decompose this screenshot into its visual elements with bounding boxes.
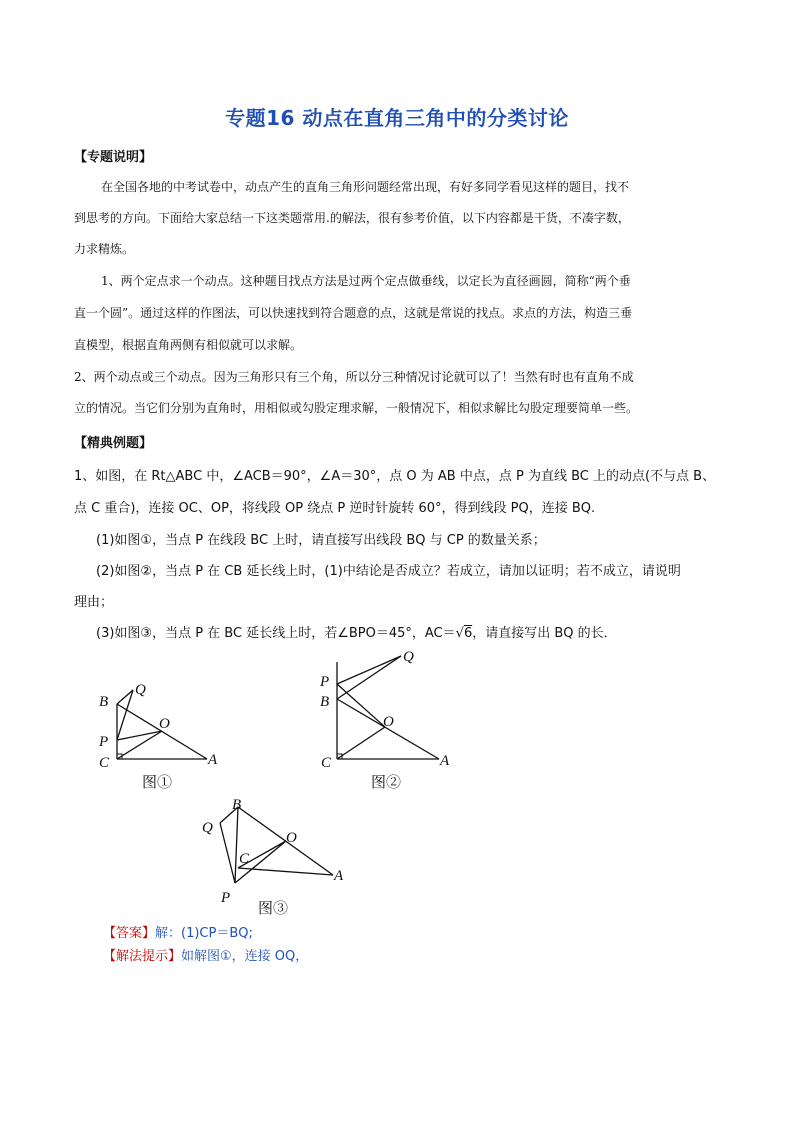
label-b: B (232, 797, 242, 813)
question-part-2: (2)如图②，当点 P 在 CB 延长线上时，(1)中结论是否成立？若成立，请加以证明；若不成立，请说明 (96, 564, 681, 579)
label-p: P (99, 734, 109, 750)
answer-label: 【答案】 (103, 926, 156, 941)
section-heading-explanation: 【专题说明】 (74, 150, 153, 165)
paragraph-line: 力求精炼。 (74, 242, 135, 256)
label-b: B (320, 694, 330, 710)
paragraph-line: 直模型，根据直角两侧有相似就可以求解。 (74, 338, 303, 352)
question-part-1: (1)如图①，当点 P 在线段 BC 上时，请直接写出线段 BQ 与 CP 的数量关系； (96, 533, 546, 548)
label-q: Q (403, 649, 414, 665)
figure-2-caption: 图② (371, 775, 402, 791)
label-q: Q (135, 682, 146, 698)
figure-3-caption: 图③ (258, 901, 289, 917)
paragraph-line: 2、两个动点或三个动点。因为三角形只有三个角，所以分三种情况讨论就可以了！当然有时也有直角不成 (74, 370, 634, 384)
label-o: O (159, 716, 170, 732)
label-o: O (383, 714, 394, 730)
sqrt-argument: 6 (463, 626, 473, 641)
answer-line (103, 922, 253, 941)
line-pq (220, 823, 235, 883)
label-c: C (99, 755, 110, 771)
figure-3 (198, 795, 358, 920)
question-part-3-post: ，请直接写出 BQ 的长． (472, 626, 617, 641)
question-part-3-pre: (3)如图③，当点 P 在 BC 延长线上时，若∠BPO＝45°，AC＝ (96, 626, 456, 641)
line-co (337, 727, 385, 759)
question-line: 1、如图，在 Rt△ABC 中，∠ACB＝90°，∠A＝30°，点 O 为 AB 中点，点 P 为直线 BC 上的动点(不与点 B、 (74, 469, 716, 484)
label-o: O (286, 830, 297, 846)
page-title: 专题16 动点在直角三角中的分类讨论 (225, 106, 569, 130)
label-q: Q (202, 820, 213, 836)
answer-text: 解：(1)CP＝BQ; (155, 926, 253, 941)
hint-text: 如解图①，连接 OQ， (181, 949, 309, 964)
question-part-2-cont: 理由； (74, 595, 114, 610)
paragraph-line: 立的情况。当它们分别为直角时，用相似或勾股定理求解，一般情况下，相似求解比勾股定理要简单一些。 (74, 401, 639, 415)
label-a: A (334, 868, 344, 884)
label-p: P (221, 890, 231, 906)
label-c: C (321, 755, 332, 771)
label-c: C (239, 851, 250, 867)
paragraph-line: 在全国各地的中考试卷中，动点产生的直角三角形问题经常出现，有好多同学看见这样的题目，找不 (101, 180, 630, 194)
question-line: 点 C 重合)，连接 OC、OP，将线段 OP 绕点 P 逆时针旋转 60°，得到线段 PQ，连接 BQ. (74, 501, 596, 516)
label-a: A (440, 753, 450, 769)
hint-label: 【解法提示】 (103, 949, 182, 964)
line-bq (337, 656, 401, 699)
figure-1-caption: 图① (142, 775, 173, 791)
paragraph-line: 直一个圆”。通过这样的作图法，可以快速找到符合题意的点，这就是常说的找点。求点的方法，构造三垂 (74, 306, 633, 320)
line-po (337, 684, 385, 727)
label-b: B (99, 694, 109, 710)
line-bp (235, 807, 238, 883)
question-part-3 (96, 622, 617, 641)
line-pq (337, 656, 401, 684)
paragraph-line: 1、两个定点求一个动点。这种题目找点方法是过两个定点做垂线，以定长为直径画圆，简称“两个垂 (101, 274, 631, 288)
paragraph-line: 到思考的方向。下面给大家总结一下这类题常用.的解法，很有参考价值，以下内容都是干货，不凑字数， (74, 211, 630, 225)
label-p: P (320, 674, 330, 690)
sqrt-sign: √ (455, 626, 464, 641)
section-heading-examples: 【精典例题】 (74, 436, 153, 451)
hint-line (103, 945, 308, 964)
figure-2 (315, 648, 460, 793)
figure-1 (95, 678, 225, 793)
label-a: A (208, 752, 218, 768)
